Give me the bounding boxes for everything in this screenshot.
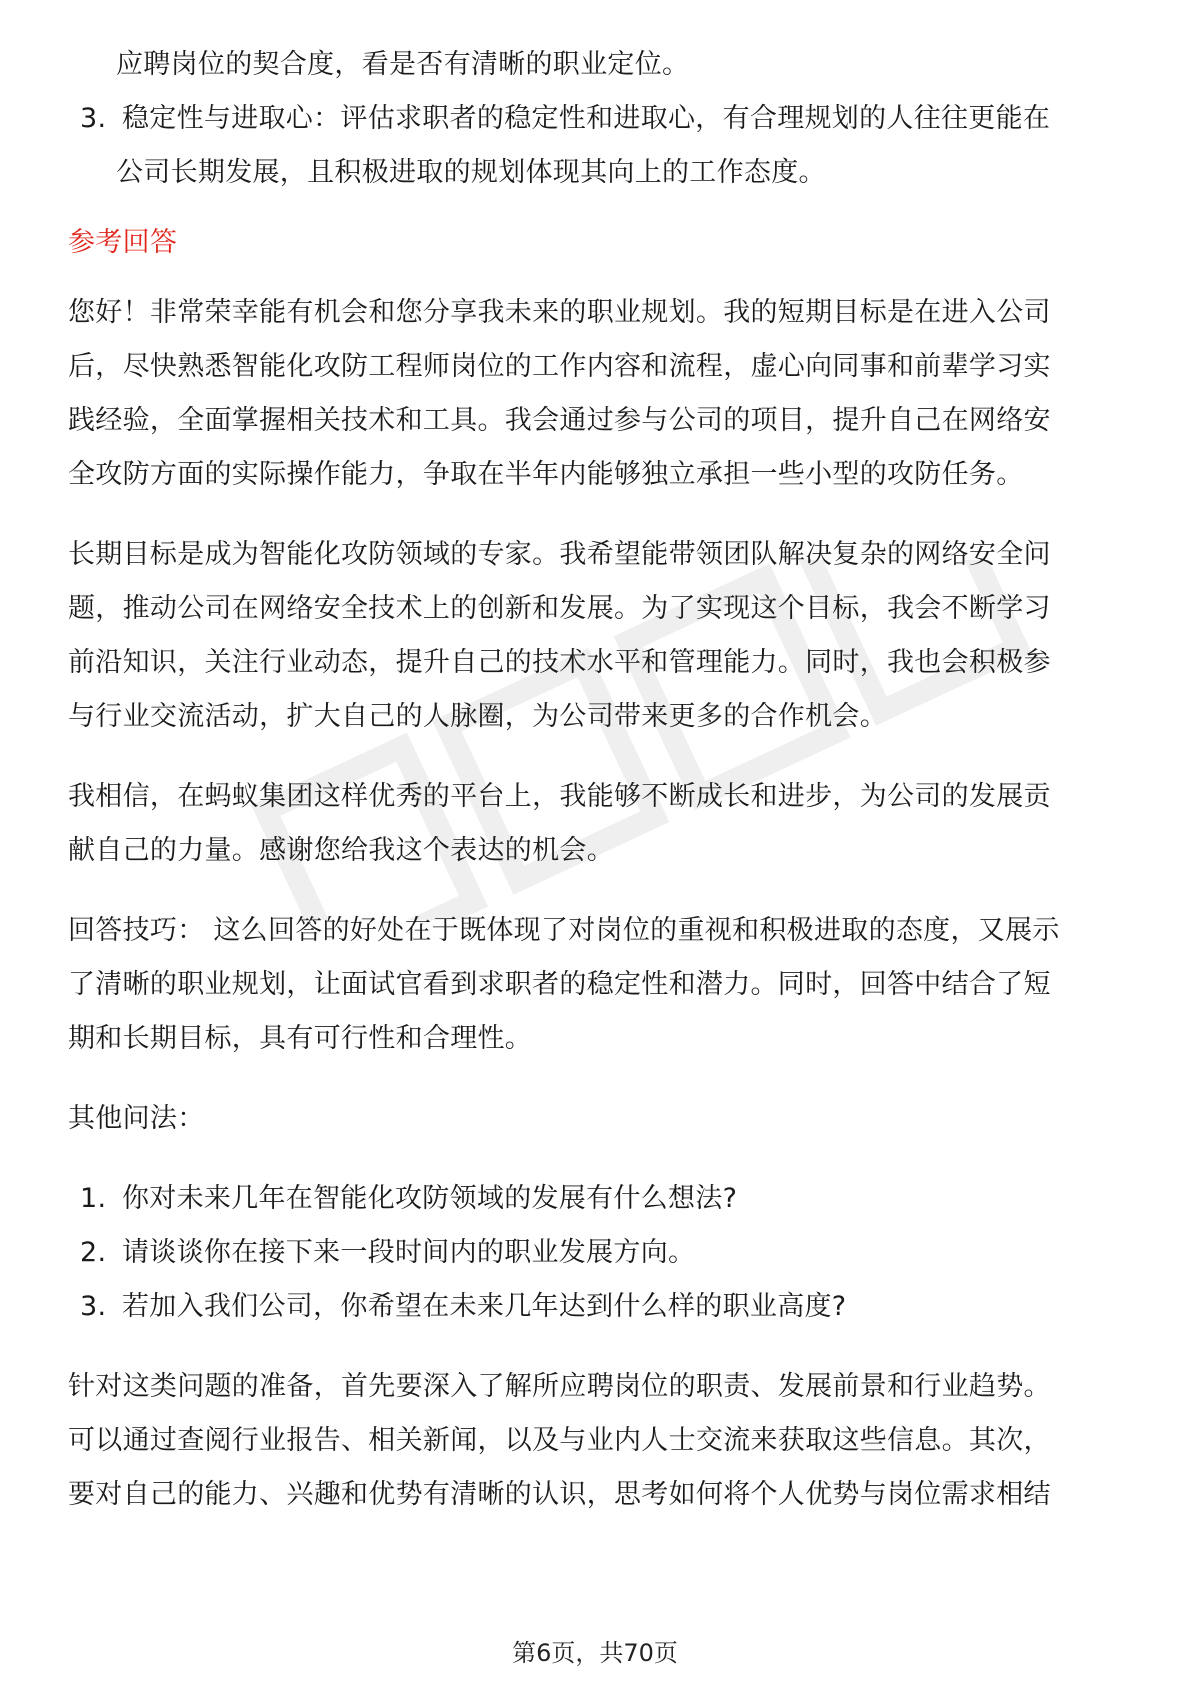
answer-p1-line: 您好！非常荣幸能有机会和您分享我未来的职业规划。我的短期目标是在进入公司	[68, 297, 1051, 328]
list-item-text: 你对未来几年在智能化攻防领域的发展有什么想法?	[122, 1183, 738, 1214]
tips-line: 期和长期目标，具有可行性和合理性。	[68, 1023, 533, 1054]
other-question-item	[80, 1290, 846, 1324]
other-question-item	[80, 1236, 695, 1270]
answer-p1-line: 后，尽快熟悉智能化攻防工程师岗位的工作内容和流程，虚心向同事和前辈学习实	[68, 351, 1051, 382]
list-number: 3.	[80, 1291, 107, 1322]
list-number: 2.	[80, 1237, 107, 1268]
answer-p3-line: 我相信，在蚂蚁集团这样优秀的平台上，我能够不断成长和进步，为公司的发展贡	[68, 781, 1051, 812]
answer-p2-line: 题，推动公司在网络安全技术上的创新和发展。为了实现这个目标，我会不断学习	[68, 593, 1051, 624]
answer-p1-line: 全攻防方面的实际操作能力，争取在半年内能够独立承担一些小型的攻防任务。	[68, 459, 1024, 490]
tips-line: 了清晰的职业规划，让面试官看到求职者的稳定性和潜力。同时，回答中结合了短	[68, 969, 1051, 1000]
list-item-text: 若加入我们公司，你希望在未来几年达到什么样的职业高度?	[122, 1291, 847, 1322]
prep-line: 可以通过查阅行业报告、相关新闻，以及与业内人士交流来获取这些信息。其次，	[68, 1425, 1051, 1456]
answer-p2-line: 与行业交流活动，扩大自己的人脉圈，为公司带来更多的合作机会。	[68, 701, 887, 732]
answer-p1-line: 践经验，全面掌握相关技术和工具。我会通过参与公司的项目，提升自己在网络安	[68, 405, 1051, 436]
other-question-item	[80, 1182, 737, 1216]
tips-line: 回答技巧： 这么回答的好处在于既体现了对岗位的重视和积极进取的态度，又展示	[68, 915, 1060, 946]
section-heading-answer: 参考回答	[68, 227, 178, 258]
prep-line: 要对自己的能力、兴趣和优势有清晰的认识，思考如何将个人优势与岗位需求相结	[68, 1479, 1051, 1510]
answer-p2-line: 长期目标是成为智能化攻防领域的专家。我希望能带领团队解决复杂的网络安全问	[68, 539, 1051, 570]
list-item-3	[80, 102, 1050, 136]
page-number-footer: 第6页，共70页	[512, 1639, 678, 1667]
answer-p2-line: 前沿知识，关注行业动态，提升自己的技术水平和管理能力。同时，我也会积极参	[68, 647, 1051, 678]
prep-line: 针对这类问题的准备，首先要深入了解所应聘岗位的职责、发展前景和行业趋势。	[68, 1371, 1051, 1402]
list-number: 3.	[80, 103, 107, 134]
list-item-text: 稳定性与进取心：评估求职者的稳定性和进取心，有合理规划的人往往更能在	[122, 103, 1051, 134]
list-number: 1.	[80, 1183, 107, 1214]
intro-continuation: 应聘岗位的契合度，看是否有清晰的职业定位。	[116, 49, 690, 80]
other-questions-heading: 其他问法：	[68, 1103, 205, 1134]
answer-p3-line: 献自己的力量。感谢您给我这个表达的机会。	[68, 835, 614, 866]
list-item-3-cont: 公司长期发展，且积极进取的规划体现其向上的工作态度。	[116, 157, 826, 188]
list-item-text: 请谈谈你在接下来一段时间内的职业发展方向。	[122, 1237, 696, 1268]
